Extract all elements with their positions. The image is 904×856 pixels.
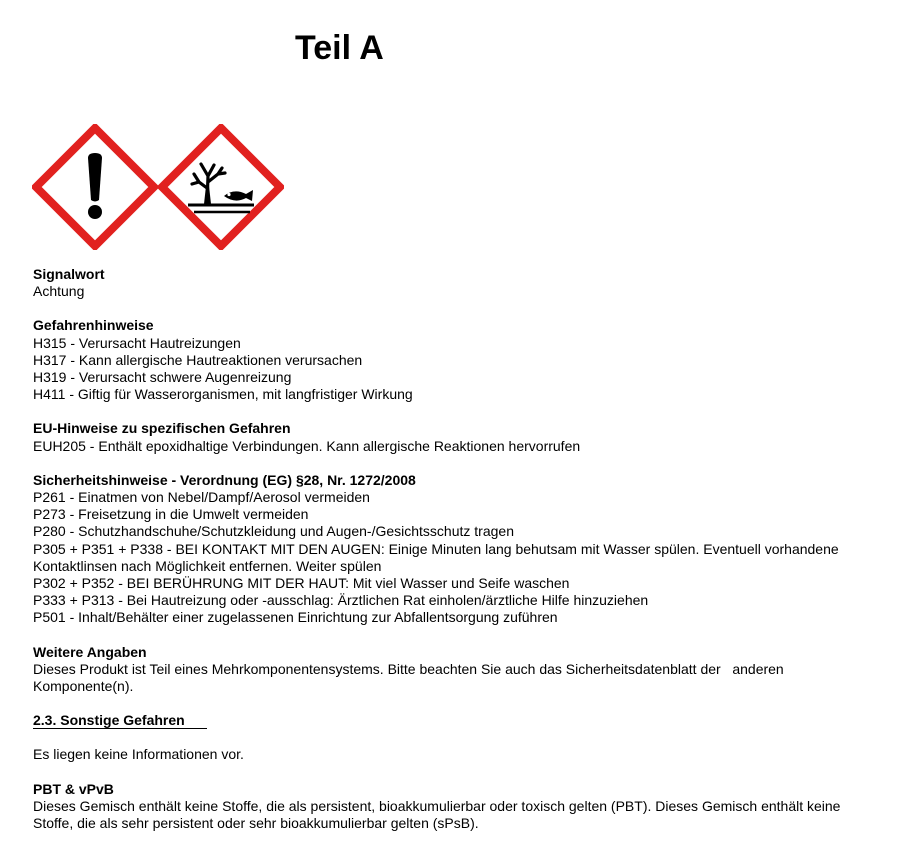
gefahrenhinweise-section [33, 317, 873, 403]
p-statement: P302 + P352 - BEI BERÜHRUNG MIT DER HAUT: Mit viel Wasser und Seife waschen [33, 575, 570, 592]
p-statement: P501 - Inhalt/Behälter einer zugelassenen Einrichtung zur Abfallentsorgung zuführen [33, 609, 558, 626]
pbt-text: Dieses Gemisch enthält keine Stoffe, die als persistent, bioakkumulierbar oder toxisch gelten (PBT). Dieses Gemisch enthält keine Stoffe, die als sehr persistent oder sehr bioakkumulierbar gelten (sPsB). [33, 797, 841, 832]
p-statement: P333 + P313 - Bei Hautreizung oder -ausschlag: Ärztlichen Rat einholen/ärztliche Hilfe hinzuziehen [33, 592, 649, 609]
hazard-content [33, 266, 873, 849]
h-statement: H315 - Verursacht Hautreizungen [33, 334, 241, 351]
eu-hinweise-heading: EU-Hinweise zu spezifischen Gefahren [33, 420, 291, 437]
sonstige-gefahren-heading-wrap [33, 712, 873, 729]
sonstige-gefahren-section [33, 746, 873, 763]
signalwort-section [33, 266, 873, 300]
sicherheitshinweise-heading: Sicherheitshinweise - Verordnung (EG) §28, Nr. 1272/2008 [33, 471, 416, 488]
hazard-pictograms [32, 124, 284, 250]
h-statement: H319 - Verursacht schwere Augenreizung [33, 369, 292, 386]
h-statement: H317 - Kann allergische Hautreaktionen verursachen [33, 351, 363, 368]
h-statement: H411 - Giftig für Wasserorganismen, mit langfristiger Wirkung [33, 386, 413, 403]
euh-statement: EUH205 - Enthält epoxidhaltige Verbindungen. Kann allergische Reaktionen hervorrufen [33, 437, 581, 454]
pbt-heading: PBT & vPvB [33, 780, 114, 797]
p-statement: P305 + P351 + P338 - BEI KONTAKT MIT DEN AUGEN: Einige Minuten lang behutsam mit Wasser spülen. Eventuell vorhandene Kontaktlinsen nach Möglichkeit entfernen. Weiter spülen [33, 540, 839, 574]
weitere-angaben-text: Dieses Produkt ist Teil eines Mehrkomponentensystems. Bitte beachten Sie auch das Sicherheitsdatenblatt der anderen Komponente(n). [33, 660, 788, 695]
p-statement: P261 - Einatmen von Nebel/Dampf/Aerosol vermeiden [33, 489, 370, 506]
sicherheitshinweise-section [33, 472, 873, 627]
sonstige-gefahren-text: Es liegen keine Informationen vor. [33, 746, 244, 763]
environment-hazard-icon [158, 124, 284, 250]
p-statement: P280 - Schutzhandschuhe/Schutzkleidung und Augen-/Gesichtsschutz tragen [33, 523, 514, 540]
gefahrenhinweise-heading: Gefahrenhinweise [33, 317, 154, 334]
exclamation-mark-icon [32, 124, 158, 250]
signalwort-heading: Signalwort [33, 266, 105, 282]
eu-hinweise-section [33, 420, 873, 454]
page-title: Teil A [295, 29, 384, 67]
pbt-section [33, 781, 873, 833]
p-statement: P273 - Freisetzung in die Umwelt vermeiden [33, 506, 309, 523]
weitere-angaben-section [33, 644, 873, 696]
sonstige-gefahren-heading: 2.3. Sonstige Gefahren [33, 712, 207, 729]
weitere-angaben-heading: Weitere Angaben [33, 643, 147, 660]
signalwort-value: Achtung [33, 283, 85, 300]
